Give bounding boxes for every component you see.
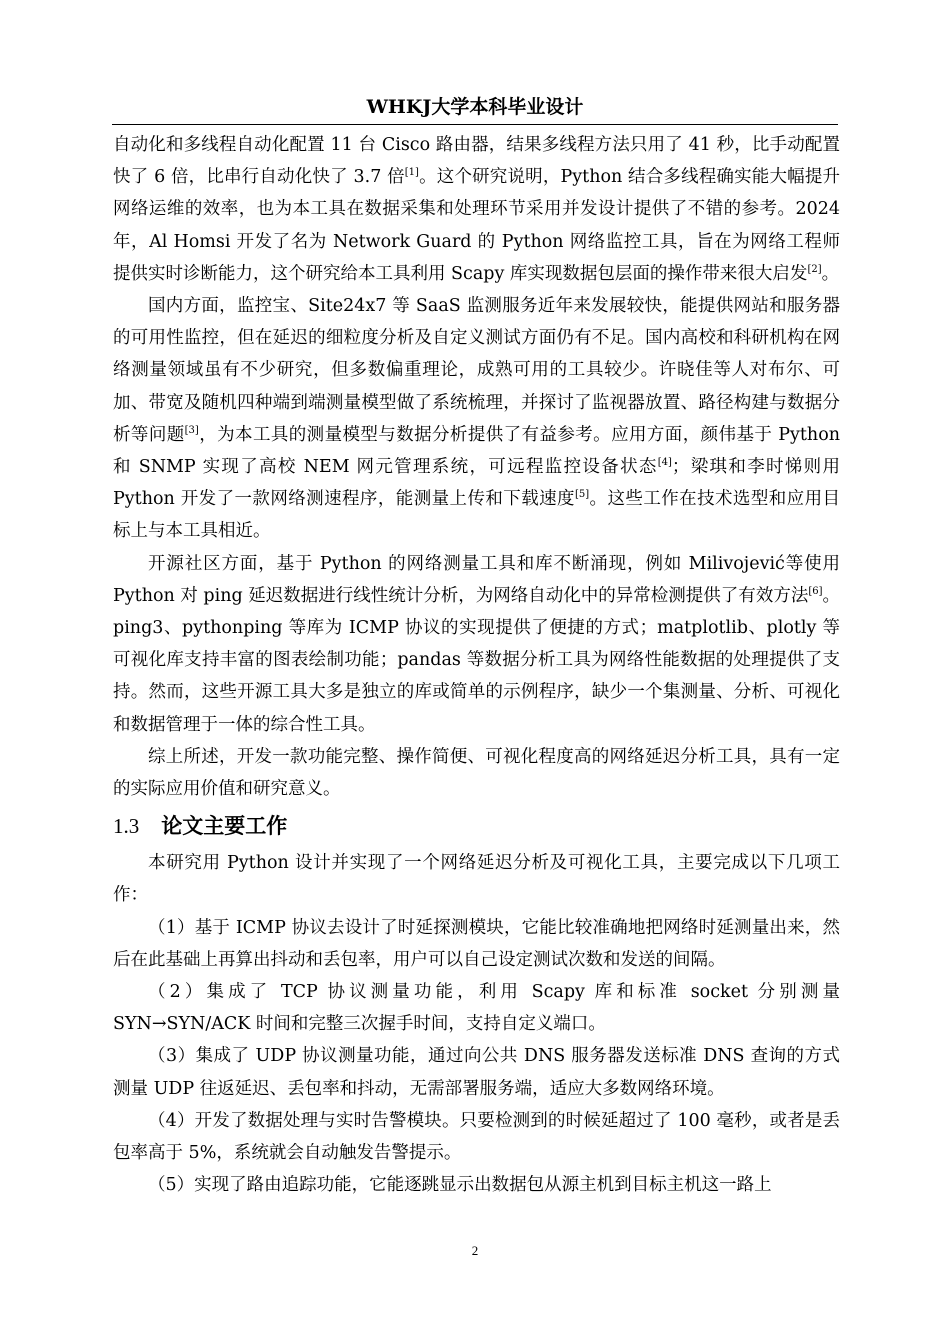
paragraph-text: 综上所述，开发一款功能完整、操作简便、可视化程度高的网络延迟分析工具，具有一定的实际应用价值和研究意义。	[113, 746, 840, 800]
paragraph-text: 开源社区方面，基于 Python 的网络测量工具和库不断涌现，例如 Milivojević等使用 Python 对 ping 延迟数据进行线性统计分析，为网络自动化中的异常检测提供了有效方法	[113, 553, 840, 606]
body-paragraph	[113, 548, 840, 741]
citation-marker: [5]	[574, 489, 590, 501]
paragraph-text: 。这个研究说明，Python 结合多线程确实能大幅提升网络运维的效率，也为本工具在数据采集和处理环节采用并发设计提供了不错的参考。2024 年，Al Homsi 开发了名为 Network Guard 的 Python 网络监控工具，旨在为网络工程师提供实时诊断能力，这个研究给本工具利用 Scapy 库实现数据包层面的操作带来很大启发	[113, 167, 840, 284]
paragraph-text: ；梁琪和李时悌则用 Python 开发了一款网络测速程序，能测量上传和下载速度	[113, 457, 841, 510]
section-heading	[113, 807, 840, 845]
citation-marker: [3]	[184, 424, 199, 436]
work-item-4: （4）开发了数据处理与实时告警模块。只要检测到的时候延超过了 100 毫秒，或者是丢包率高于 5%，系统就会自动触发告警提示。	[113, 1110, 840, 1164]
body-content	[113, 129, 840, 1202]
paragraph-text: ，为本工具的测量模型与数据分析提供了有益参考。应用方面，颜伟基于 Python 和 SNMP 实现了高校 NEM 网元管理系统，可远程监控设备状态	[113, 424, 840, 478]
page-number: 2	[471, 1243, 479, 1258]
section-title: 论文主要工作	[161, 814, 288, 839]
work-item-5: （5）实现了路由追踪功能，它能逐跳显示出数据包从源主机到目标主机这一路上	[148, 1175, 772, 1196]
citation-marker: [2]	[807, 263, 822, 275]
work-item-1: （1）基于 ICMP 协议去设计了时延探测模块，它能比较准确地把网络时延测量出来，然后在此基础上再算出抖动和丢包率，用户可以自己设定测试次数和发送的间隔。	[113, 917, 840, 970]
body-paragraph	[113, 129, 840, 290]
body-paragraph	[113, 741, 840, 805]
paragraph-text: 国内方面，监控宝、Site24x7 等 SaaS 监测服务近年来发展较快，能提供网站和服务器的可用性监控，但在延迟的细粒度分析及自定义测试方面仍有不足。国内高校和科研机构在网络测量领域虽有不少研究，但多数偏重理论，成熟可用的工具较少。许晓佳等人对布尔、可加、带宽及随机四种端到端测量模型做了系统梳理，并探讨了监视器放置、路径构建与数据分析等问题	[113, 296, 840, 445]
citation-marker: [6]	[808, 585, 823, 597]
paragraph-text: 。这些工作在技术选型和应用目标上与本工具相近。	[113, 489, 840, 542]
paragraph-text: 。ping3、pythonping 等库为 ICMP 协议的实现提供了便捷的方式；matplotlib、plotly 等可视化库支持丰富的图表绘制功能；pandas 等数据分析工具为网络性能数据的处理提供了支持。然而，这些开源工具大多是独立的库或简单的示例程序，缺少一个集测量、分析、可视化和数据管理于一体的综合性工具。	[113, 585, 841, 735]
work-item-3: （3）集成了 UDP 协议测量功能，通过向公共 DNS 服务器发送标准 DNS 查询的方式测量 UDP 往返延迟、丢包率和抖动，无需部署服务端，适应大多数网络环境。	[113, 1046, 840, 1099]
work-item-2: （2）集成了 TCP 协议测量功能，利用 Scapy 库和标准 socket 分别测量 SYN→SYN/ACK 时间和完整三次握手时间，支持自定义端口。	[113, 982, 840, 1035]
paragraph-text: 。	[821, 263, 840, 284]
header-rule	[112, 124, 838, 125]
section-number: 1.3	[113, 814, 140, 839]
section-paragraph: 本研究用 Python 设计并实现了一个网络延迟分析及可视化工具，主要完成以下几项工作：	[113, 853, 840, 906]
citation-marker: [4]	[657, 457, 672, 469]
citation-marker: [1]	[404, 167, 419, 179]
intro-paragraphs	[113, 129, 840, 805]
paragraph-text: 自动化和多线程自动化配置 11 台 Cisco 路由器，结果多线程方法只用了 41 秒，比手动配置快了 6 倍，比串行自动化快了 3.7 倍	[113, 135, 840, 188]
page-header: WHKJ大学本科毕业设计	[366, 96, 584, 118]
body-paragraph	[113, 290, 840, 548]
